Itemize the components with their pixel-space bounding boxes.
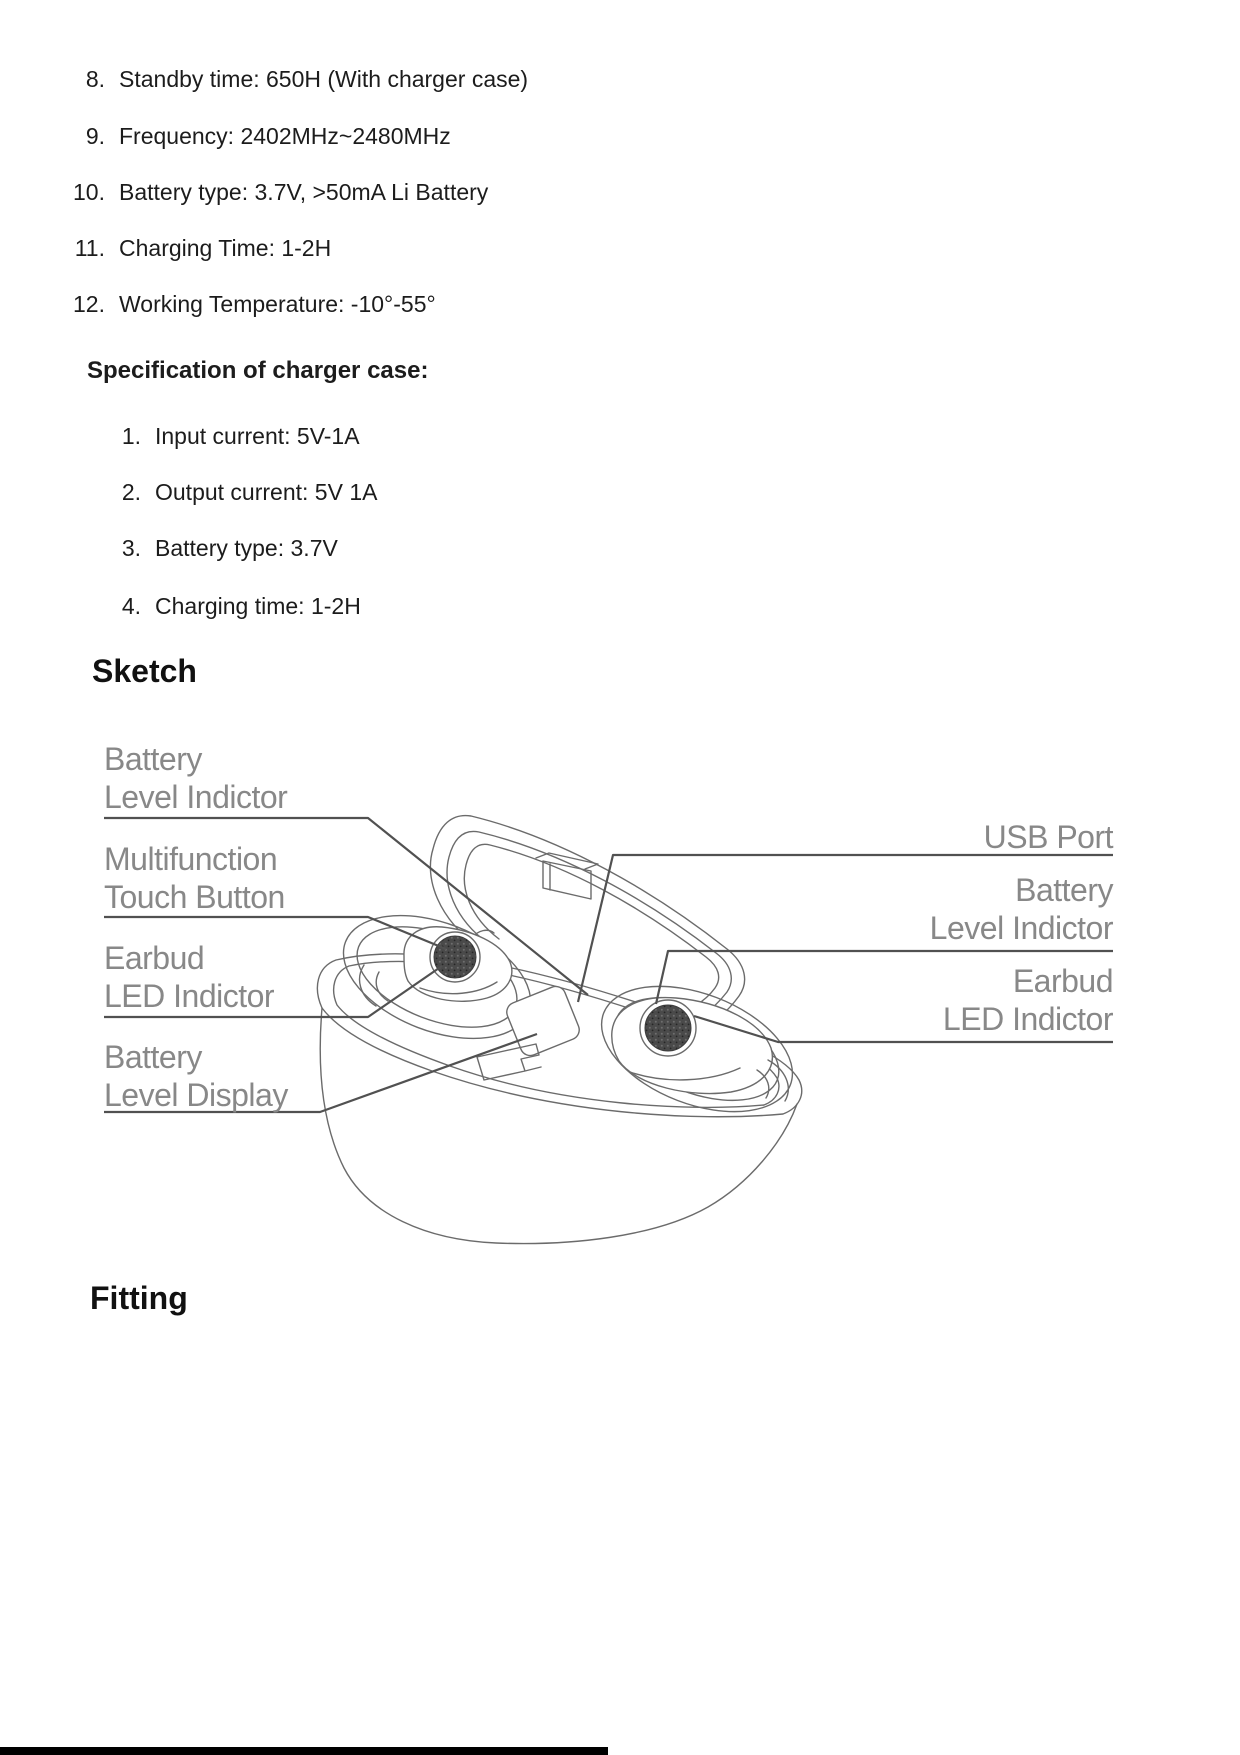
label-line: LED Indictor [942, 1001, 1113, 1037]
lid-outline [430, 816, 744, 1024]
list-number: 2. [121, 479, 141, 505]
list-number: 12. [73, 291, 105, 317]
list-number: 1. [121, 423, 141, 449]
left-touch-ring [430, 932, 480, 982]
list-item [0, 65, 1100, 93]
label-usb-port [984, 818, 1113, 856]
list-text: Frequency: 2402MHz~2480MHz [119, 123, 451, 149]
label-line: Multifunction [104, 841, 278, 877]
label-line: Battery [1015, 872, 1113, 908]
left-touch-button [434, 936, 476, 978]
label-line: Touch Button [104, 879, 285, 915]
case-body-wall [320, 1008, 797, 1244]
list-text: Charging time: 1-2H [155, 593, 361, 619]
list-number: 8. [85, 66, 105, 92]
left-well [326, 891, 548, 1062]
list-text: Working Temperature: -10°-55° [119, 291, 436, 317]
label-line: Battery [104, 741, 202, 777]
label-line: Level Display [104, 1077, 288, 1113]
right-well-inner [601, 977, 793, 1121]
case-rim-inner [334, 961, 779, 1107]
right-eartip [757, 1060, 788, 1101]
charger-case-heading: Specification of charger case: [87, 357, 429, 384]
battery-display-panel [504, 983, 582, 1058]
label-line: Level Indictor [104, 779, 288, 815]
label-multifunction-touch-button [104, 840, 285, 916]
list-text: Output current: 5V 1A [155, 479, 378, 505]
lid-latch [543, 861, 591, 899]
right-earbud-line [630, 1068, 740, 1080]
label-line: Earbud [104, 940, 205, 976]
list-item [0, 122, 1100, 150]
front-latch-slot [477, 1044, 541, 1080]
list-item [0, 534, 1100, 562]
label-battery-level-display [104, 1038, 288, 1114]
left-earbud [404, 927, 512, 1002]
list-number: 4. [121, 593, 141, 619]
list-item [0, 290, 1100, 318]
label-earbud-led-indictor-right [943, 962, 1113, 1038]
list-text: Input current: 5V-1A [155, 423, 360, 449]
right-touch-button [645, 1005, 691, 1051]
list-text: Charging Time: 1-2H [119, 235, 332, 261]
lid-cavity-edge [464, 844, 718, 1006]
list-item [0, 178, 1100, 206]
fitting-heading: Fitting [90, 1280, 188, 1316]
bottom-bar [0, 1747, 608, 1755]
label-line: Level Indictor [929, 910, 1113, 946]
list-item [0, 478, 1100, 506]
label-line: Battery [104, 1039, 202, 1075]
left-earbud-line [420, 982, 497, 994]
list-text: Battery type: 3.7V, >50mA Li Battery [119, 179, 489, 205]
list-text: Battery type: 3.7V [155, 535, 338, 561]
label-earbud-led-indictor-left [104, 939, 274, 1015]
list-item [0, 422, 1100, 450]
label-line: USB Port [983, 819, 1113, 855]
sketch-heading: Sketch [92, 653, 197, 689]
hinge-mark-left [472, 930, 494, 938]
case-rim-outer [317, 954, 801, 1117]
list-number: 9. [85, 123, 105, 149]
list-number: 3. [121, 535, 141, 561]
left-eartip [360, 965, 388, 1006]
right-earbud [612, 998, 773, 1094]
lid-latch-lip [536, 853, 598, 869]
right-touch-ring [640, 1000, 696, 1056]
list-item [0, 592, 1100, 620]
list-number: 11. [74, 235, 105, 261]
list-number: 10. [73, 179, 105, 205]
label-battery-level-indictor-left [104, 740, 287, 816]
list-text: Standby time: 650H (With charger case) [119, 66, 529, 92]
right-well [584, 962, 810, 1136]
label-line: LED Indictor [104, 978, 275, 1014]
list-item [0, 234, 1100, 262]
lid-inner-rim [447, 831, 731, 1015]
label-battery-level-indictor-right [930, 871, 1113, 947]
label-line: Earbud [1012, 963, 1113, 999]
hinge-mark-right [700, 1017, 720, 1022]
left-well-inner [343, 907, 531, 1047]
